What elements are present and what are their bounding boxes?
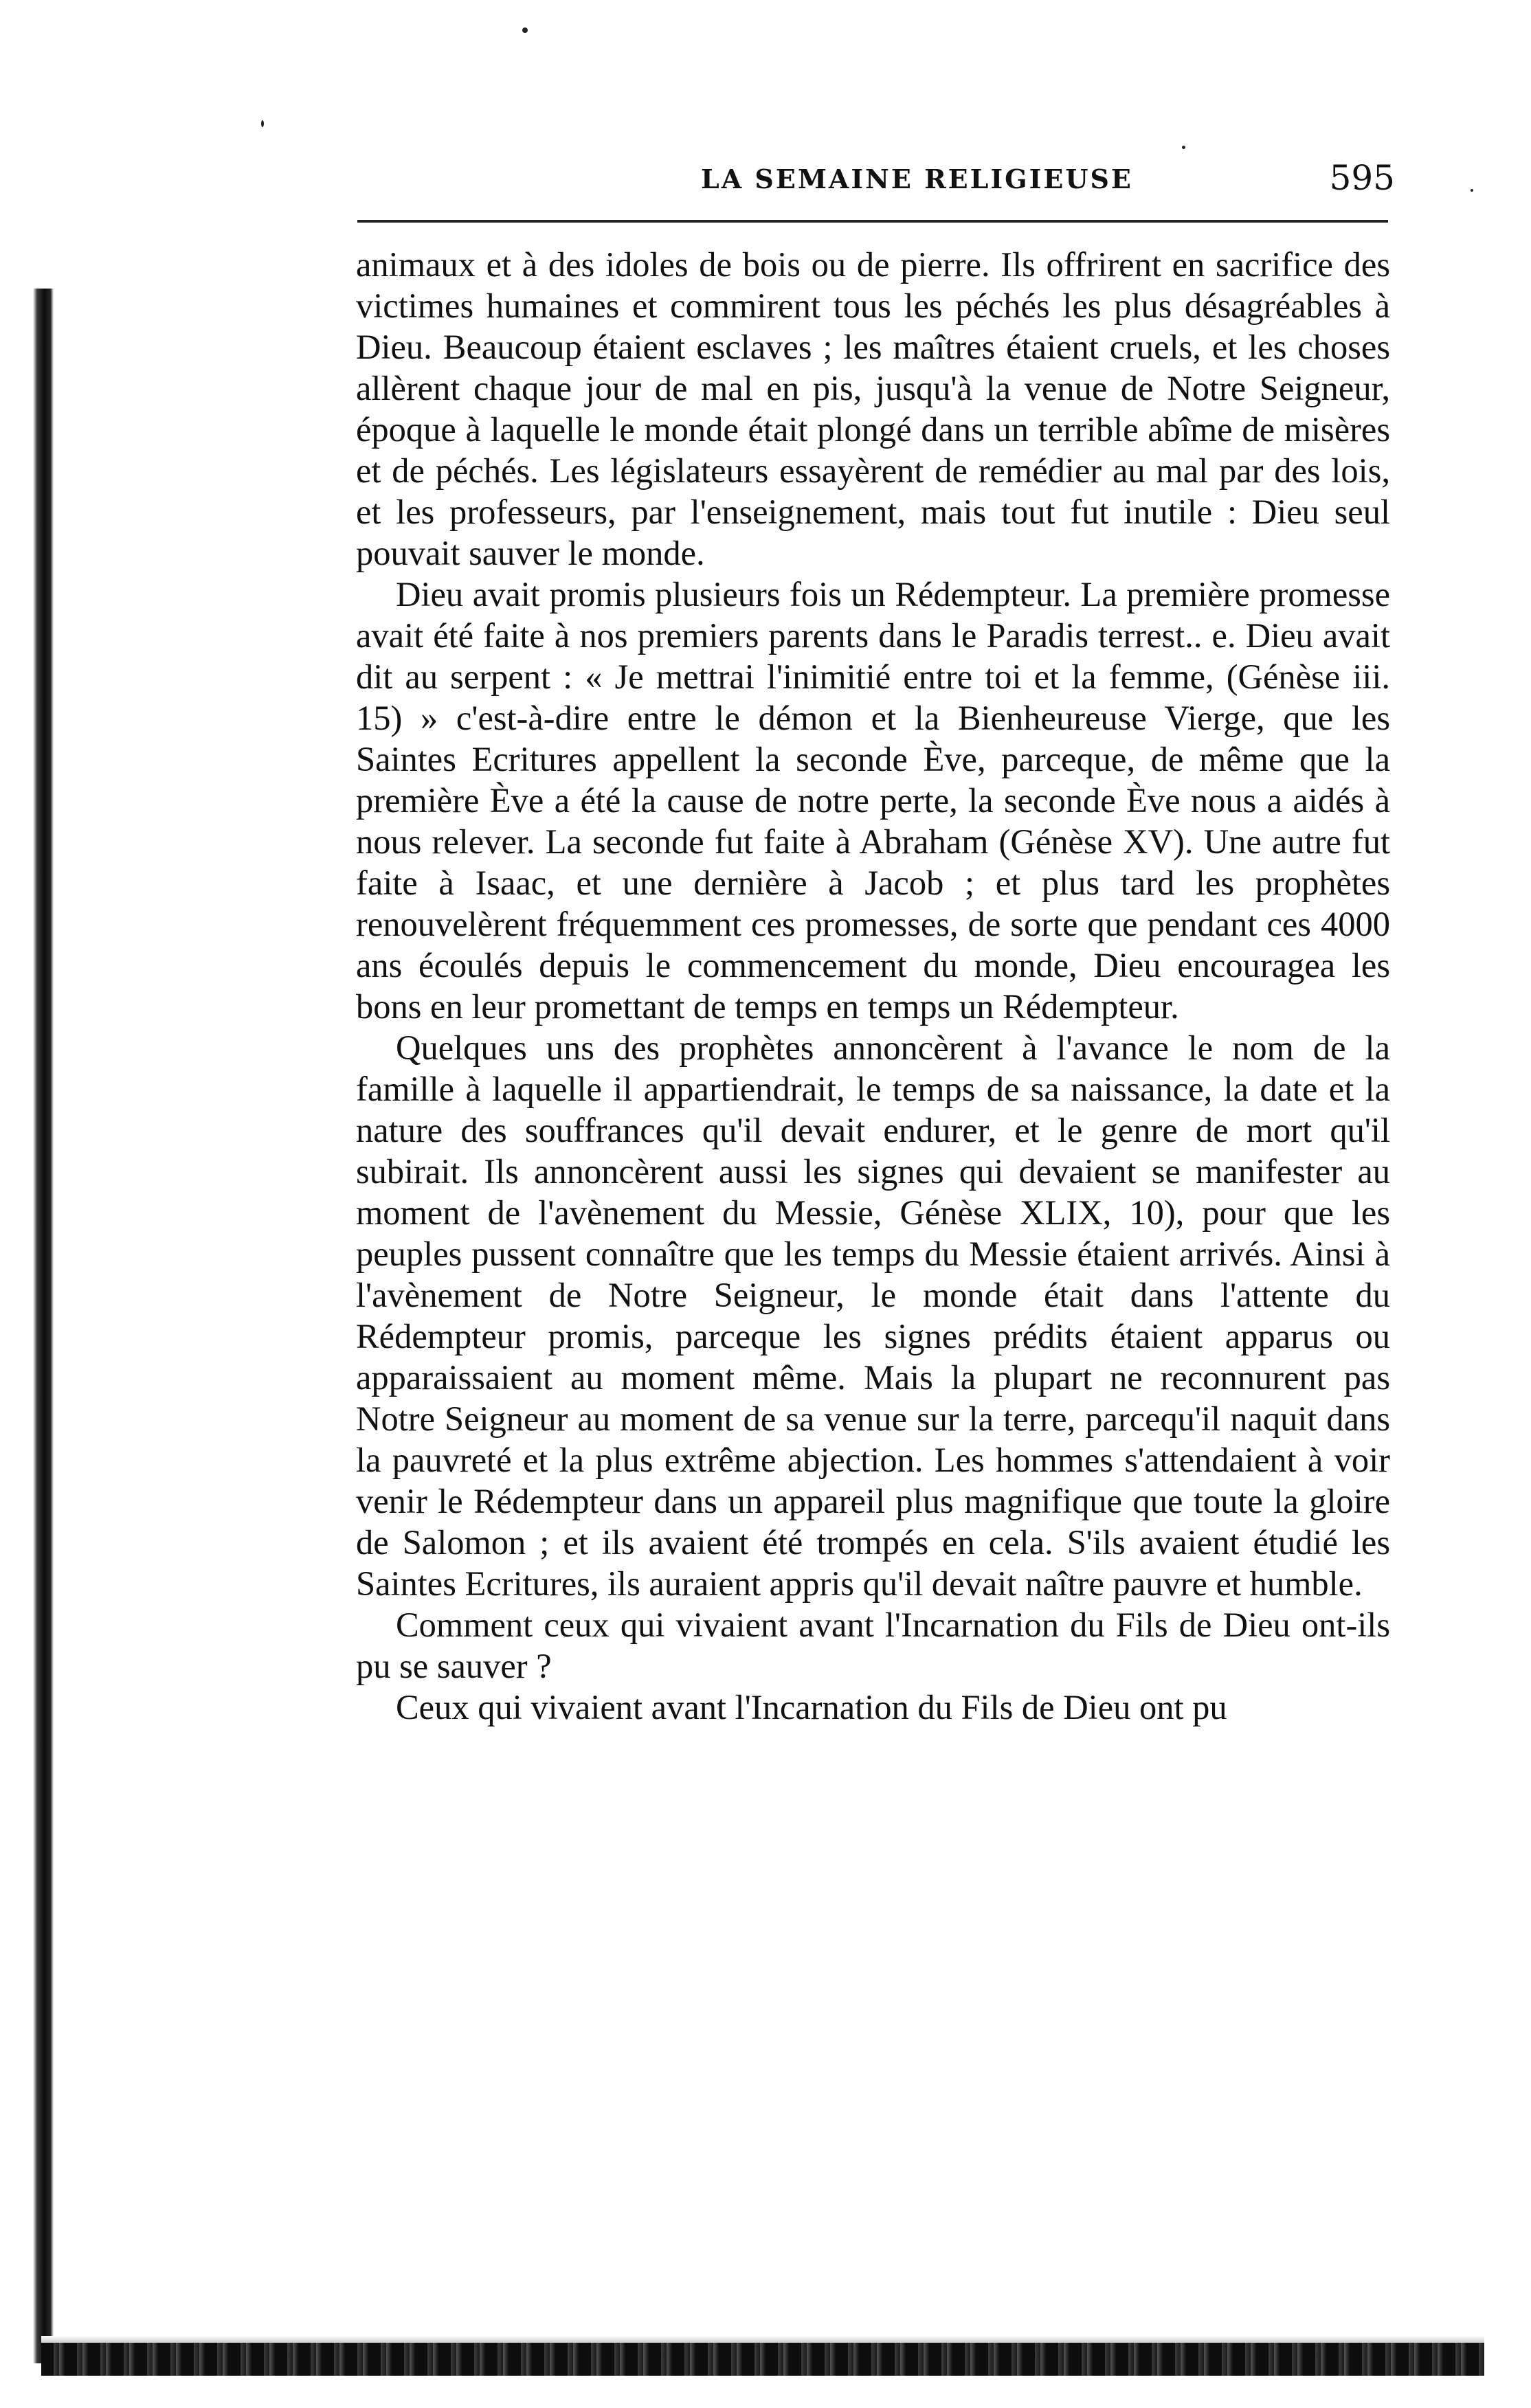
paragraph: Quelques uns des prophètes annoncèrent à l'avance le nom de la famille à laquelle il appartiendrait, le temps de sa naissance, la date et la nature des souffrances qu'il devait endurer, et le genre de mort qu'il subirait. Ils annoncèrent aussi les signes qui devaient se manifester au moment de l'avènement du Messie, Génèse XLIX, 10), pour que les peuples pussent connaître que les temps du Messie étaient arrivés. Ainsi à l'avènement de Notre Seigneur, le monde était dans l'attente du Rédempteur promis, parceque les signes prédits étaient apparus ou apparaissaient au moment même. Mais la plupart ne reconnurent pas Notre Seigneur au moment de sa venue sur la terre, parcequ'il naquit dans la pauvreté et la plus extrême abjection. Les hommes s'attendaient à voir venir le Rédempteur dans un appareil plus magnifique que toute la gloire de Salomon ; et ils avaient été trompés en cela. S'ils avaient étudié les Saintes Ecritures, ils auraient appris qu'il devait naître pauvre et humble. xyxy=(356,1028,1390,1603)
question-paragraph: Comment ceux qui vivaient avant l'Incarnation du Fils de Dieu ont-ils pu se sauver ? xyxy=(356,1606,1390,1685)
page-number: 595 xyxy=(1329,158,1395,198)
ink-speck xyxy=(1471,189,1473,192)
paragraph: animaux et à des idoles de bois ou de pierre. Ils offrirent en sacrifice des victimes humaines et commirent tous les péchés les plus désagréables à Dieu. Beaucoup étaient esclaves ; les maîtres étaient cruels, et les choses allèrent chaque jour de mal en pis, jusqu'à la venue de Notre Seigneur, époque à laquelle le monde était plongé dans un terrible abîme de misères et de péchés. Les législateurs essayèrent de remédier au mal par des lois, et les professeurs, par l'enseignement, mais tout fut inutile : Dieu seul pouvait sauver le monde. xyxy=(356,245,1390,572)
ink-speck xyxy=(1182,146,1185,149)
scan-edge-band xyxy=(41,2343,1484,2376)
ink-speck xyxy=(522,27,528,33)
running-title: LA SEMAINE RELIGIEUSE xyxy=(701,164,1133,194)
page-header xyxy=(357,158,1395,199)
answer-paragraph: Ceux qui vivaient avant l'Incarnation du Fils de Dieu ont pu xyxy=(396,1688,1227,1726)
ink-speck xyxy=(261,120,264,127)
header-rule xyxy=(357,220,1388,223)
binding-shadow xyxy=(33,289,54,2363)
paragraph: Dieu avait promis plusieurs fois un Rédempteur. La première promesse avait été faite à nos premiers parents dans le Paradis terrest.. e. Dieu avait dit au serpent : « Je mettrai l'inimitié entre toi et la femme, (Génèse iii. 15) » c'est-à-dire entre le démon et la Bienheureuse Vierge, que les Saintes Ecritures appellent la seconde Ève, parceque, de même que la première Ève a été la cause de notre perte, la seconde Ève nous a aidés à nous relever. La seconde fut faite à Abraham (Génèse XV). Une autre fut faite à Isaac, et une dernière à Jacob ; et plus tard les prophètes renouvelèrent fréquemment ces promesses, de sorte que pendant ces 4000 ans écoulés depuis le commencement du monde, Dieu encouragea les bons en leur promettant de temps en temps un Rédempteur. xyxy=(356,575,1390,1026)
body-text xyxy=(356,244,1390,1728)
scan-edge-gradient xyxy=(41,2336,1484,2343)
